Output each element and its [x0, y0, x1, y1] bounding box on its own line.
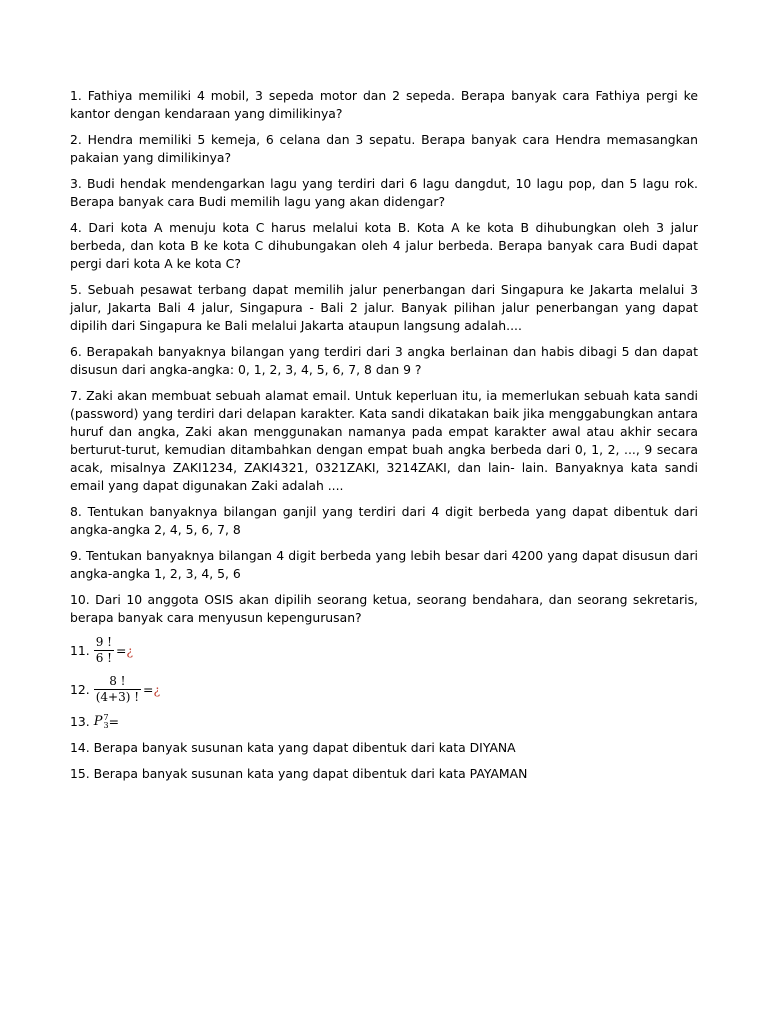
question-2: 2. Hendra memiliki 5 kemeja, 6 celana dan 3 sepatu. Berapa banyak cara Hendra memasangkan pakaian yang dimilikinya?: [70, 132, 698, 165]
question-11: [70, 635, 698, 666]
question-15: 15. Berapa banyak susunan kata yang dapat dibentuk dari kata PAYAMAN: [70, 766, 528, 781]
equals-sign: =: [108, 714, 119, 729]
question-12: [70, 674, 698, 705]
equals-sign: =: [116, 642, 127, 658]
question-10: 10. Dari 10 anggota OSIS akan dipilih seorang ketua, seorang bendahara, dan seorang sekretaris, berapa banyak cara menyusun kepengurusan?: [70, 592, 698, 625]
equals-sign: =: [143, 681, 154, 697]
question-12-number: 12.: [70, 681, 90, 697]
permutation-letter: P: [93, 714, 103, 729]
fraction-11-denominator: 6 !: [95, 651, 112, 665]
question-1: 1. Fathiya memiliki 4 mobil, 3 sepeda motor dan 2 sepeda. Berapa banyak cara Fathiya pergi ke kantor dengan kendaraan yang dimilikinya?: [70, 88, 698, 121]
question-3: 3. Budi hendak mendengarkan lagu yang terdiri dari 6 lagu dangdut, 10 lagu pop, dan 5 lagu rok. Berapa banyak cara Budi memilih lagu yang akan didengar?: [70, 176, 698, 209]
permutation-sub: 3: [103, 720, 109, 730]
question-7: 7. Zaki akan membuat sebuah alamat email. Untuk keperluan itu, ia memerlukan sebuah kata sandi (password) yang terdiri dari delapan karakter. Kata sandi dikatakan baik jika menggabungkan antara huruf dan angka, Zaki akan menggunakan namanya pada empat karakter awal atau akhir secara berturut-turut, kemudian ditambahkan dengan empat buah angka berbeda dari 0, 1, 2, ..., 9 secara acak, misalnya ZAKI1234, ZAKI4321, 0321ZAKI, 3214ZAKI, dan lain- lain. Banyaknya kata sandi email yang dapat digunakan Zaki adalah ....: [70, 388, 698, 493]
question-5: 5. Sebuah pesawat terbang dapat memilih jalur penerbangan dari Singapura ke Jakarta melalui 3 jalur, Jakarta Bali 4 jalur, Singapura - Bali 2 jalur. Banyak pilihan jalur penerbangan yang dapat dipilih dari Singapura ke Bali melalui Jakarta ataupun langsung adalah....: [70, 282, 698, 333]
fraction-12-numerator: 8 !: [109, 674, 126, 688]
error-mark: ¿: [153, 681, 161, 697]
fraction-12-denominator: (4+3) !: [95, 690, 140, 704]
error-mark: ¿: [126, 642, 134, 658]
question-list: [70, 87, 698, 791]
permutation-sup: 7: [103, 712, 109, 722]
fraction-11: [94, 635, 114, 666]
question-8: 8. Tentukan banyaknya bilangan ganjil yang terdiri dari 4 digit berbeda yang dapat dibentuk dari angka-angka 2, 4, 5, 6, 7, 8: [70, 504, 698, 537]
fraction-11-numerator: 9 !: [95, 635, 112, 649]
question-13: [70, 713, 698, 731]
question-11-number: 11.: [70, 642, 90, 658]
question-4: 4. Dari kota A menuju kota C harus melalui kota B. Kota A ke kota B dihubungkan oleh 3 jalur berbeda, dan kota B ke kota C dihubungakan oleh 4 jalur berbeda. Berapa banyak cara Budi dapat pergi dari kota A ke kota C?: [70, 220, 698, 271]
fraction-12: [94, 674, 141, 705]
question-14: 14. Berapa banyak susunan kata yang dapat dibentuk dari kata DIYANA: [70, 740, 516, 755]
question-13-number: 13.: [70, 714, 90, 729]
permutation-symbol: [94, 713, 109, 731]
question-6: 6. Berapakah banyaknya bilangan yang terdiri dari 3 angka berlainan dan habis dibagi 5 dan dapat disusun dari angka-angka: 0, 1, 2, 3, 4, 5, 6, 7, 8 dan 9 ?: [70, 344, 698, 377]
question-9: 9. Tentukan banyaknya bilangan 4 digit berbeda yang lebih besar dari 4200 yang dapat disusun dari angka-angka 1, 2, 3, 4, 5, 6: [70, 548, 698, 581]
